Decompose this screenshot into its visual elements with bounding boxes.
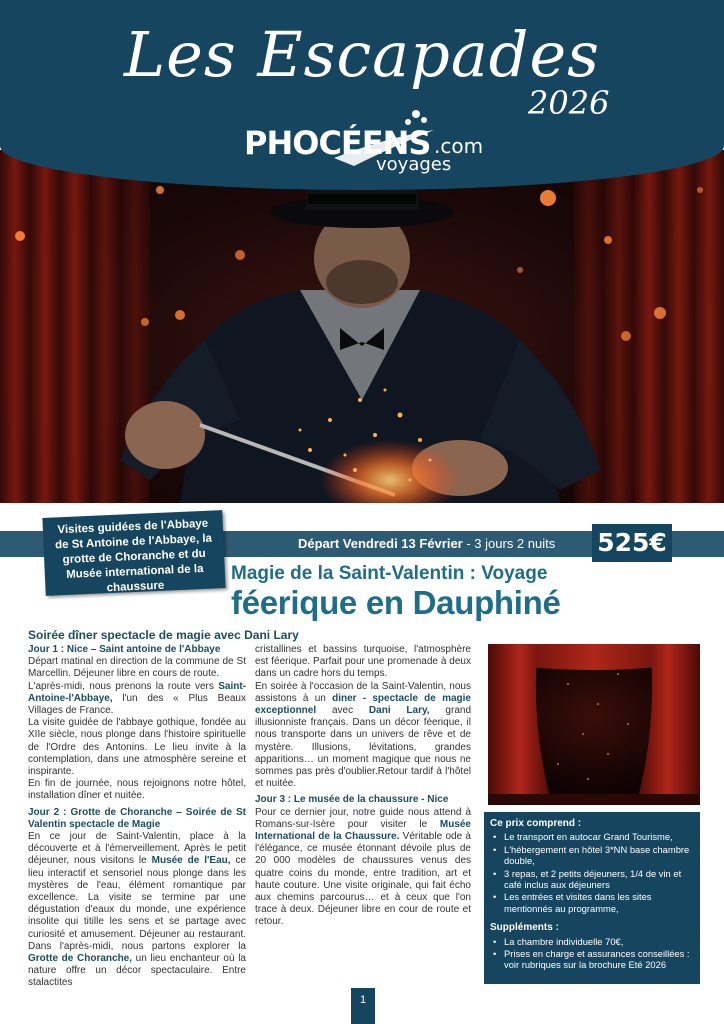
day2-paragraph-1b: cristallines et bassins turquoise, l'atmosphère est féerique. Parfait pour une promenade à deux dans un cadre hors du temps. bbox=[255, 644, 471, 680]
itinerary-column-1 bbox=[28, 644, 246, 990]
departure-duration: - 3 jours 2 nuits bbox=[462, 536, 556, 551]
supplements-title: Suppléments : bbox=[490, 922, 559, 934]
day1-title: Jour 1 : Nice – Saint antoine de l'Abbaye bbox=[28, 644, 221, 655]
list-item: • Le transport en autocar Grand Tourisme, bbox=[490, 831, 694, 842]
list-item: • La chambre individuelle 70€, bbox=[490, 936, 694, 947]
page-number: 1 bbox=[351, 988, 375, 1024]
logo-main-text: PHOCÉENS bbox=[244, 124, 431, 162]
price-badge: 525€ bbox=[592, 524, 672, 562]
day2-paragraph-1a: En ce jour de Saint-Valentin, place à la découverte et à l'émerveillement. Après le petit déjeuner, nous visitons le Musée de l'Eau, ce lieu interactif et sensoriel nous plonge dans les mystères de l'eau, élément romantique par excellence. La visite se termine par une dégustation d'eaux du monde, une expérience insolite qui titille les sens et se partage avec curiosité et amusement. Déjeuner au restaurant. Dans l'après-midi, nous partons explorer la Grotte de Choranche, un lieu enchanteur où la nature offre un décor spectaculaire. Entre stalactites bbox=[28, 831, 247, 989]
list-item: • Les entrées et visites dans les sites mentionnés au programme, bbox=[490, 891, 694, 914]
price-includes-title: Ce prix comprend : bbox=[490, 818, 582, 829]
list-item: • 3 repas, et 2 petits déjeuners, 1/4 de vin et café inclus aux déjeuners bbox=[490, 868, 694, 891]
list-item: • Prises en charge et assurances conseillées : voir rubriques sur la brochure Eté 2026 bbox=[490, 948, 694, 971]
logo-sub-text: voyages bbox=[376, 154, 452, 175]
visits-highlight-box: Visites guidées de l'Abbaye de St Antoine de l'Abbaye, la grotte de Choranche et du Musée international de la chaussure bbox=[42, 510, 225, 596]
intro-title: Soirée dîner spectacle de magie avec Dani Lary bbox=[28, 628, 299, 642]
headline-line-2: féerique en Dauphiné bbox=[231, 584, 561, 621]
header-banner bbox=[0, 0, 724, 190]
itinerary-column-2 bbox=[255, 644, 471, 929]
day1-paragraph-2: L'après-midi, nous prenons la route vers Saint-Antoine-l'Abbaye, l'un des « Plus Beaux Villages de France. bbox=[28, 680, 246, 717]
brand-logo bbox=[244, 108, 494, 178]
price-includes-list bbox=[490, 831, 694, 914]
year-label: 2026 bbox=[528, 84, 610, 122]
day2-paragraph-2: En soirée à l'occasion de la Saint-Valentin, nous assistons à un diner - spectacle de magie exceptionnel avec Dani Lary, grand illusionniste français. Dans un décor féerique, il nous transporte dans un univers de rêve et de mystère. Illusions, lévitations, grandes apparitions… un moment magique que nous ne sommes pas près d'oublier.Retour tardif à l'hôtel et nuitée. bbox=[255, 680, 471, 790]
price-includes-box bbox=[484, 812, 700, 984]
supplements-list bbox=[490, 936, 694, 971]
day1-paragraph-4: En fin de journée, nous rejoignons notre hôtel, installation dîner et nuitée. bbox=[28, 778, 246, 802]
departure-text bbox=[298, 536, 555, 551]
day2-title: Jour 2 : Grotte de Choranche – Soirée de St Valentin spectacle de Magie bbox=[28, 806, 246, 830]
list-item: • L'hébergement en hôtel 3*NN base chambre double, bbox=[490, 844, 694, 867]
departure-date: Départ Vendredi 13 Février bbox=[298, 536, 463, 551]
hero-image bbox=[0, 150, 724, 503]
day1-paragraph-1: Départ matinal en direction de la commune de St Marcellin. Déjeuner libre en cours de route. bbox=[28, 656, 246, 680]
day3-paragraph-1: Pour ce dernier jour, notre guide nous attend à Romans-sur-Isère pour visiter le Musée International de la Chaussure. Véritable ode à l'élégance, ce musée étonnant dévoile plus de 20 000 modèles de chaussures venus des quatre coins du monde, entre tradition, art et haute couture. Une visite originale, qui fait écho aux chemins parcourus… et à ceux que l'on trace à deux. Déjeuner libre en cour de route et retour. bbox=[255, 806, 471, 928]
day3-title: Jour 3 : Le musée de la chaussure - Nice bbox=[255, 794, 449, 806]
day1-paragraph-3: La visite guidée de l'abbaye gothique, fondée au XIIe siècle, nous plonge dans l'histoire spirituelle de l'Ordre des Antonins. Le lieu invite à la contemplation, dans une atmosphère sereine et inspirante. bbox=[28, 717, 246, 778]
headline-line-1: Magie de la Saint-Valentin : Voyage bbox=[231, 563, 548, 584]
logo-com-text: .com bbox=[434, 134, 484, 158]
stage-curtain-image bbox=[488, 644, 700, 805]
page-title: Les Escapades bbox=[123, 18, 600, 91]
